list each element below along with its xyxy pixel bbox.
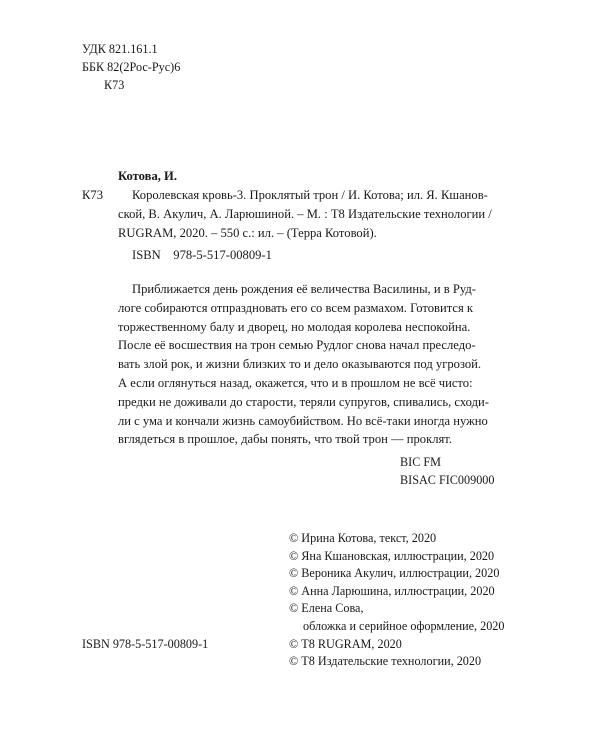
annotation-line: А если оглянуться назад, окажется, что и в прошлом не всё чисто: [118,375,473,390]
annotation-line: логе собираются отпраздновать его со всем размахом. Готовится к [118,300,474,315]
annotation-line: вать злой рок, и жизни близких то и дело оказываются под угрозой. [118,357,482,372]
bisac-code: BISAC FIC009000 [400,473,495,487]
annotation-line: вглядеться в прошлое, дабы понять, что твой трон — проклят. [118,432,452,447]
copyright-line: © Елена Сова, [289,601,364,616]
copyright-line: © Т8 Издательские технологии, 2020 [289,654,482,669]
bibliographic-description [118,186,492,242]
copyright-line: © Яна Кшановская, иллюстрации, 2020 [289,548,495,563]
copyright-block [289,530,505,671]
bic-code: BIC FM [400,455,441,469]
annotation-line: После её восшествия на трон семью Рудлог снова начал преследо- [118,338,476,353]
annotation-line: ли с ума и кончали жизнь самоубийством. Но всё-таки иногда нужно [118,413,488,428]
author-heading: Котова, И. [118,169,177,183]
copyright-line: © Анна Ларюшина, иллюстрации, 2020 [289,583,495,598]
copyright-line: © Вероника Акулич, иллюстрации, 2020 [289,566,500,581]
udk-code: УДК 821.161.1 [82,42,158,56]
annotation-line: торжественному балу и дворец, но молодая королева неспокойна. [118,319,471,334]
author-mark: К73 [104,78,125,92]
description-line: ской, В. Акулич, А. Ларюшиной. – М. : Т8 Издательские технологии / [118,206,492,221]
margin-author-mark: К73 [82,188,103,202]
copyright-line: © Т8 RUGRAM, 2020 [289,636,402,651]
annotation [118,280,489,449]
copyright-line: © Ирина Котова, текст, 2020 [289,531,437,545]
annotation-line: предки не доживали до старости, теряли супругов, спивались, сходи- [118,394,489,409]
description-line: RUGRAM, 2020. – 550 с.: ил. – (Терра Котовой). [118,225,377,240]
description-line: Королевская кровь-3. Проклятый трон / И. Котова; ил. Я. Кшанов- [132,188,488,202]
bbk-code: ББК 82(2Рос-Рус)6 [82,60,181,74]
entry-isbn: ISBN 978-5-517-00809-1 [132,248,272,262]
annotation-line: Приближается день рождения её величества Василины, и в Руд- [132,282,476,296]
copyright-line: обложка и серийное оформление, 2020 [303,618,505,633]
footer-isbn: ISBN 978-5-517-00809-1 [82,637,209,651]
